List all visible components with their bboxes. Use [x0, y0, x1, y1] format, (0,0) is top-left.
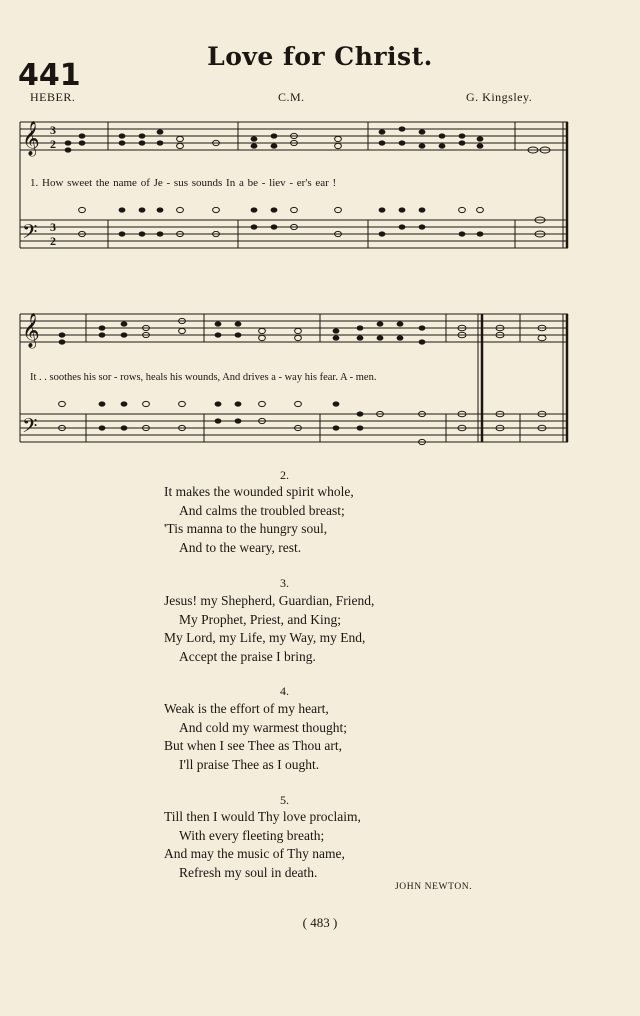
bass-clef-icon: 𝄢	[22, 222, 38, 248]
verse-line: Jesus! my Shepherd, Guardian, Friend,	[164, 593, 375, 608]
lyrics-line-1: 1. How sweet the name of Je - sus sounds In a be - liev - er's ear !	[30, 177, 337, 189]
tune-name: HEBER.	[30, 90, 76, 104]
verse-number: 3.	[280, 576, 289, 590]
treble-notes	[59, 318, 546, 344]
verse-line: My Lord, my Life, my Way, my End,	[164, 630, 366, 645]
lyrics-line-2: It . . soothes his sor - rows, heals his wounds, And drives a - way his fear. A - men.	[30, 372, 377, 383]
verse-line: But when I see Thee as Thou art,	[164, 738, 342, 753]
bass-notes	[79, 207, 545, 237]
hymn-title: Love for Christ.	[207, 42, 433, 71]
verse-line: Weak is the effort of my heart,	[164, 701, 329, 716]
verse-line: With every fleeting breath;	[179, 828, 325, 843]
treble-notes	[65, 126, 550, 153]
page-number: ( 483 )	[302, 915, 338, 930]
verse-number: 2.	[280, 468, 289, 482]
verse-line: And cold my warmest thought;	[179, 720, 347, 735]
author-credit: JOHN NEWTON.	[395, 882, 473, 892]
verse-number: 4.	[280, 684, 289, 698]
verse-line: I'll praise Thee as I ought.	[179, 757, 320, 772]
composer: G. Kingsley.	[466, 90, 533, 104]
treble-clef-icon: 𝄞	[22, 122, 40, 155]
svg-text:3: 3	[50, 220, 56, 234]
svg-text:2: 2	[50, 234, 56, 248]
bass-notes	[59, 401, 546, 444]
verse-line: Till then I would Thy love proclaim,	[164, 809, 361, 824]
verse-line: My Prophet, Priest, and King;	[179, 612, 341, 627]
verse-line: Refresh my soul in death.	[179, 865, 318, 880]
treble-clef-icon: 𝄞	[22, 314, 40, 347]
verse-line: And may the music of Thy name,	[164, 846, 345, 861]
bass-clef-icon: 𝄢	[22, 416, 38, 442]
verse-number: 5.	[280, 793, 289, 807]
svg-text:2: 2	[50, 137, 56, 151]
verse-line: 'Tis manna to the hungry soul,	[164, 521, 328, 536]
meter: C.M.	[278, 90, 305, 104]
verse-line: And to the weary, rest.	[179, 540, 302, 555]
verse-line: Accept the praise I bring.	[179, 649, 316, 664]
verse-line: It makes the wounded spirit whole,	[164, 484, 354, 499]
hymn-number: 441	[18, 58, 81, 93]
verse-line: And calms the troubled breast;	[179, 503, 345, 518]
time-signature: 3	[50, 123, 56, 137]
